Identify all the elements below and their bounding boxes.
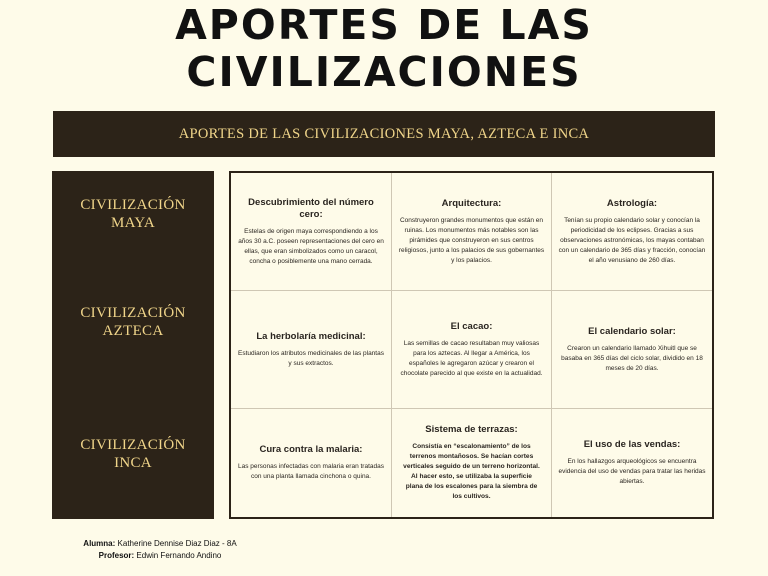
- cell-text: Estudiaron los atributos medicinales de las plantas y sus extractos.: [238, 349, 384, 367]
- student-line: [60, 538, 260, 550]
- cell-maya-zero: [231, 173, 391, 290]
- cell-azteca-calendar: [552, 291, 712, 408]
- civ-inca-line1: CIVILIZACIÓN: [80, 437, 186, 453]
- author-credits: [60, 538, 260, 562]
- cell-title: El uso de las vendas:: [583, 439, 681, 450]
- cell-text: Las semillas de cacao resultaban muy valiosas para los aztecas. Al llegar a América, los españoles le agregaron azúcar y crearon el chocolate parecido al que existe en la actualidad.: [400, 339, 543, 377]
- banner-text: APORTES DE LAS CIVILIZACIONES MAYA, AZTECA E INCA: [178, 125, 590, 142]
- cell-inca-bandages: [552, 409, 712, 517]
- cell-azteca-herbal: [231, 291, 391, 408]
- civilizations-sidebar: [52, 171, 214, 519]
- civ-maya-line2: MAYA: [111, 215, 155, 231]
- civ-azteca-line1: CIVILIZACIÓN: [80, 305, 186, 321]
- cell-title: La herbolaría medicinal:: [256, 330, 366, 342]
- civ-inca-line2: INCA: [114, 455, 152, 471]
- cell-title: El calendario solar:: [588, 325, 676, 337]
- page-title: APORTES DE LAS CIVILIZACIONES: [175, 1, 593, 96]
- cell-maya-astrology: [552, 173, 712, 290]
- cell-maya-architecture: [392, 173, 551, 290]
- student-label: Alumna:: [83, 539, 116, 548]
- teacher-name: Edwin Fernando Andino: [136, 551, 222, 560]
- teacher-line: [60, 550, 260, 562]
- cell-title: Descubrimiento del número cero:: [248, 196, 374, 220]
- cell-title: El cacao:: [450, 320, 493, 332]
- cell-title: Astrología:: [606, 197, 658, 209]
- civ-azteca-line2: AZTECA: [102, 323, 164, 339]
- cell-text: Construyeron grandes monumentos que están en ruinas. Los monumentos más notables son las pirámides que construyeron en sus centros religiosos, junto a los palacios de sus gobernantes y los palacios.: [398, 216, 545, 264]
- cell-azteca-cacao: [392, 291, 551, 408]
- cell-text: Tenían su propio calendario solar y conocían la periodicidad de los eclipses. Gracias a sus observaciones astronómicas, los mayas contaban con un calendario de 365 días y fracción, conocían el año venusiano de 260 días.: [558, 216, 706, 264]
- cell-text: Estelas de origen maya correspondiendo a los años 30 a.C. poseen representaciones del cero en ellas, que eran simbolizados como un caracol, concha o posiblemente una mano cerrada.: [238, 227, 384, 265]
- cell-text: En los hallazgos arqueológicos se encuentra evidencia del uso de vendas para tratar las heridas abiertas.: [558, 458, 706, 485]
- cell-inca-malaria: [231, 409, 391, 517]
- teacher-label: Profesor:: [98, 551, 135, 560]
- cell-title: Sistema de terrazas:: [425, 424, 518, 435]
- cell-text: Consistía en “escalonamiento” de los terrenos montañosos. Se hacían cortes verticales seguido de un terreno horizontal. Al hacer esto, se utilizaba la superficie plana de los escalones para la siembra de los cultivos.: [403, 443, 540, 500]
- subtitle-banner: [53, 111, 715, 157]
- student-name: Katherine Dennise Diaz Diaz - 8A: [117, 539, 237, 548]
- cell-title: Cura contra la malaria:: [259, 444, 363, 455]
- cell-text: Crearon un calendario llamado Xihuitl que se basaba en 365 días del ciclo solar, dividido en 18 meses de 20 días.: [561, 344, 703, 372]
- cell-title: Arquitectura:: [441, 197, 502, 209]
- cell-text: Las personas infectadas con malaria eran tratadas con una planta llamada cinchona o quina.: [238, 463, 384, 480]
- civ-maya-line1: CIVILIZACIÓN: [80, 197, 186, 213]
- civ-maya-label: [52, 196, 214, 232]
- cell-inca-terraces: [392, 409, 551, 517]
- civ-azteca-label: [52, 304, 214, 340]
- civ-inca-label: [52, 436, 214, 472]
- contributions-grid: [229, 171, 714, 519]
